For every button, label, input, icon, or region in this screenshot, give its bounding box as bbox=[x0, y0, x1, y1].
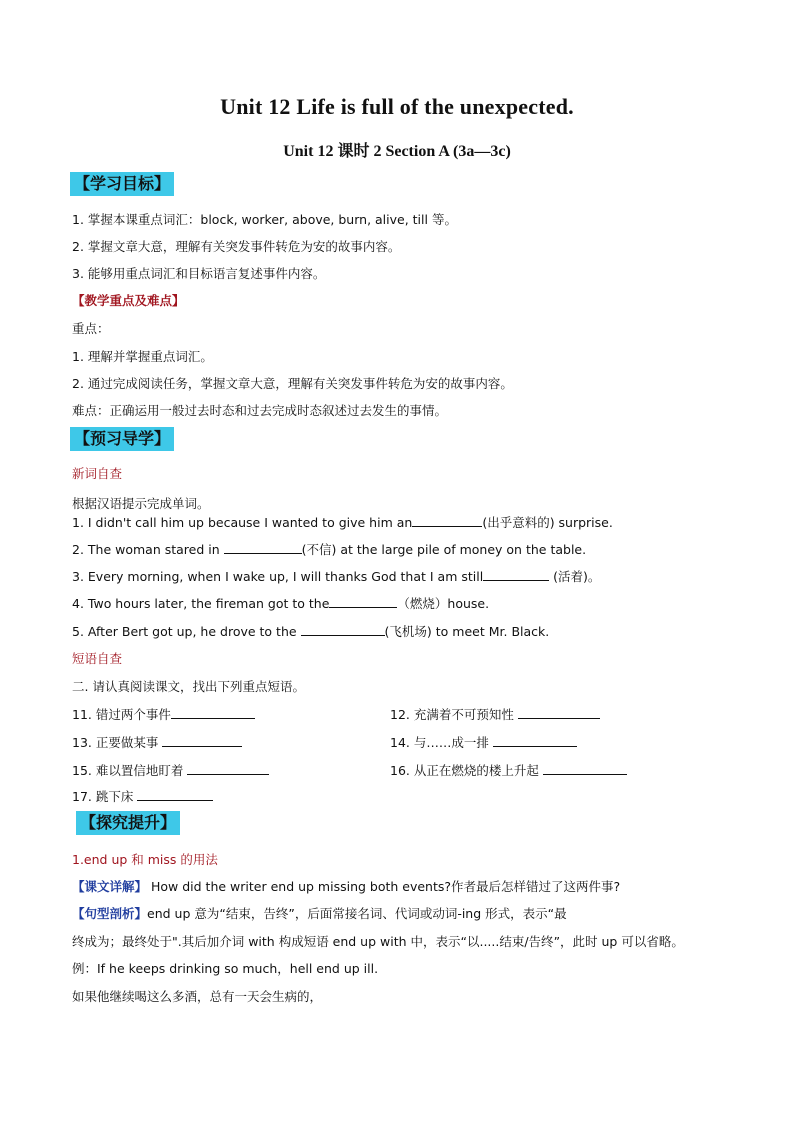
word-item-text: 1. I didn't call him up because I wanted to give him an bbox=[72, 515, 413, 530]
key-item: 2. 通过完成阅读任务，掌握文章大意，理解有关突发事件转危为安的故事内容。 bbox=[72, 376, 513, 391]
page-title: Unit 12 Life is full of the unexpected. bbox=[220, 94, 574, 119]
phrase-text: 14. 与……成一排 bbox=[390, 735, 493, 750]
text-explanation bbox=[72, 877, 620, 895]
phrase-item bbox=[390, 733, 577, 751]
sentence-analysis bbox=[72, 904, 567, 922]
word-item-hint: (活着)。 bbox=[549, 569, 601, 584]
section-explore-badge: 【探究提升】 bbox=[76, 811, 180, 835]
phrases-instruction: 二. 请认真阅读课文，找出下列重点短语。 bbox=[72, 679, 305, 694]
text-content: How did the writer end up missing both events?作者最后怎样错过了这两件事? bbox=[147, 879, 621, 894]
phrase-text: 17. 跳下床 bbox=[72, 789, 138, 804]
word-item bbox=[72, 594, 489, 612]
blank-field[interactable] bbox=[301, 623, 385, 636]
blank-field[interactable] bbox=[493, 734, 577, 747]
phrase-text: 16. 从正在燃烧的楼上升起 bbox=[390, 763, 543, 778]
word-item-hint: （燃烧）house. bbox=[397, 596, 490, 611]
example-translation: 如果他继续喝这么多酒，总有一天会生病的， bbox=[72, 989, 323, 1004]
page-subtitle: Unit 12 课时 2 Section A (3a—3c) bbox=[283, 143, 511, 160]
blank-field[interactable] bbox=[543, 762, 627, 775]
word-item bbox=[72, 622, 549, 640]
analysis-continued: 终成为；最终处于".其后加介词 with 构成短语 end up with 中，表示“以.....结束/告终”，此时 up 可以省略。 bbox=[72, 934, 684, 949]
goal-item: 3. 能够用重点词汇和目标语言复述事件内容。 bbox=[72, 266, 326, 281]
example-sentence: 例：If he keeps drinking so much，hell end up ill. bbox=[72, 961, 379, 976]
word-item-hint: (飞机场) to meet Mr. Black. bbox=[384, 624, 550, 639]
phrase-text: 11. 错过两个事件 bbox=[72, 707, 171, 722]
section-preview-badge: 【预习导学】 bbox=[70, 427, 174, 451]
text-label: 【课文详解】 bbox=[72, 879, 148, 894]
blank-field[interactable] bbox=[171, 706, 255, 719]
blank-field[interactable] bbox=[224, 541, 302, 554]
blank-field[interactable] bbox=[329, 595, 397, 608]
words-heading: 新词自查 bbox=[72, 466, 123, 481]
words-instruction: 根据汉语提示完成单词。 bbox=[72, 496, 210, 511]
goal-item: 2. 掌握文章大意，理解有关突发事件转危为安的故事内容。 bbox=[72, 239, 401, 254]
key-item: 1. 理解并掌握重点词汇。 bbox=[72, 349, 213, 364]
phrase-item bbox=[390, 761, 627, 779]
word-item-text: 3. Every morning, when I wake up, I will thanks God that I am still bbox=[72, 569, 484, 584]
phrase-item bbox=[72, 733, 242, 751]
word-item bbox=[72, 513, 613, 531]
word-item-hint: (不信) at the large pile of money on the table. bbox=[301, 542, 587, 557]
goal-item: 1. 掌握本课重点词汇：block, worker, above, burn, alive, till 等。 bbox=[72, 212, 457, 227]
analysis-label: 【句型剖析】 bbox=[72, 906, 148, 921]
blank-field[interactable] bbox=[162, 734, 242, 747]
word-item-text: 4. Two hours later, the fireman got to the bbox=[72, 596, 330, 611]
phrase-text: 15. 难以置信地盯着 bbox=[72, 763, 188, 778]
key-difficulty-label: 【教学重点及难点】 bbox=[72, 293, 185, 308]
difficulty-text: 难点：正确运用一般过去时态和过去完成时态叙述过去发生的事情。 bbox=[72, 403, 448, 418]
analysis-content: end up 意为“结束，告终”，后面常接名词、代词或动词-ing 形式，表示“最 bbox=[147, 906, 567, 921]
blank-field[interactable] bbox=[483, 568, 549, 581]
word-item bbox=[72, 540, 586, 558]
section-goals-badge: 【学习目标】 bbox=[70, 172, 174, 196]
word-item-hint: (出乎意料的) surprise. bbox=[482, 515, 613, 530]
word-item-text: 2. The woman stared in bbox=[72, 542, 224, 557]
word-item-text: 5. After Bert got up, he drove to the bbox=[72, 624, 301, 639]
phrases-heading: 短语自查 bbox=[72, 651, 123, 666]
explore-point: 1.end up 和 miss 的用法 bbox=[72, 852, 218, 867]
phrase-item bbox=[72, 705, 255, 723]
blank-field[interactable] bbox=[187, 762, 269, 775]
blank-field[interactable] bbox=[412, 514, 482, 527]
word-item bbox=[72, 567, 600, 585]
blank-field[interactable] bbox=[137, 788, 213, 801]
key-heading: 重点： bbox=[72, 321, 110, 336]
phrase-item bbox=[72, 787, 213, 805]
phrase-item bbox=[390, 705, 600, 723]
phrase-text: 13. 正要做某事 bbox=[72, 735, 163, 750]
blank-field[interactable] bbox=[518, 706, 600, 719]
phrase-item bbox=[72, 761, 269, 779]
phrase-text: 12. 充满着不可预知性 bbox=[390, 707, 518, 722]
